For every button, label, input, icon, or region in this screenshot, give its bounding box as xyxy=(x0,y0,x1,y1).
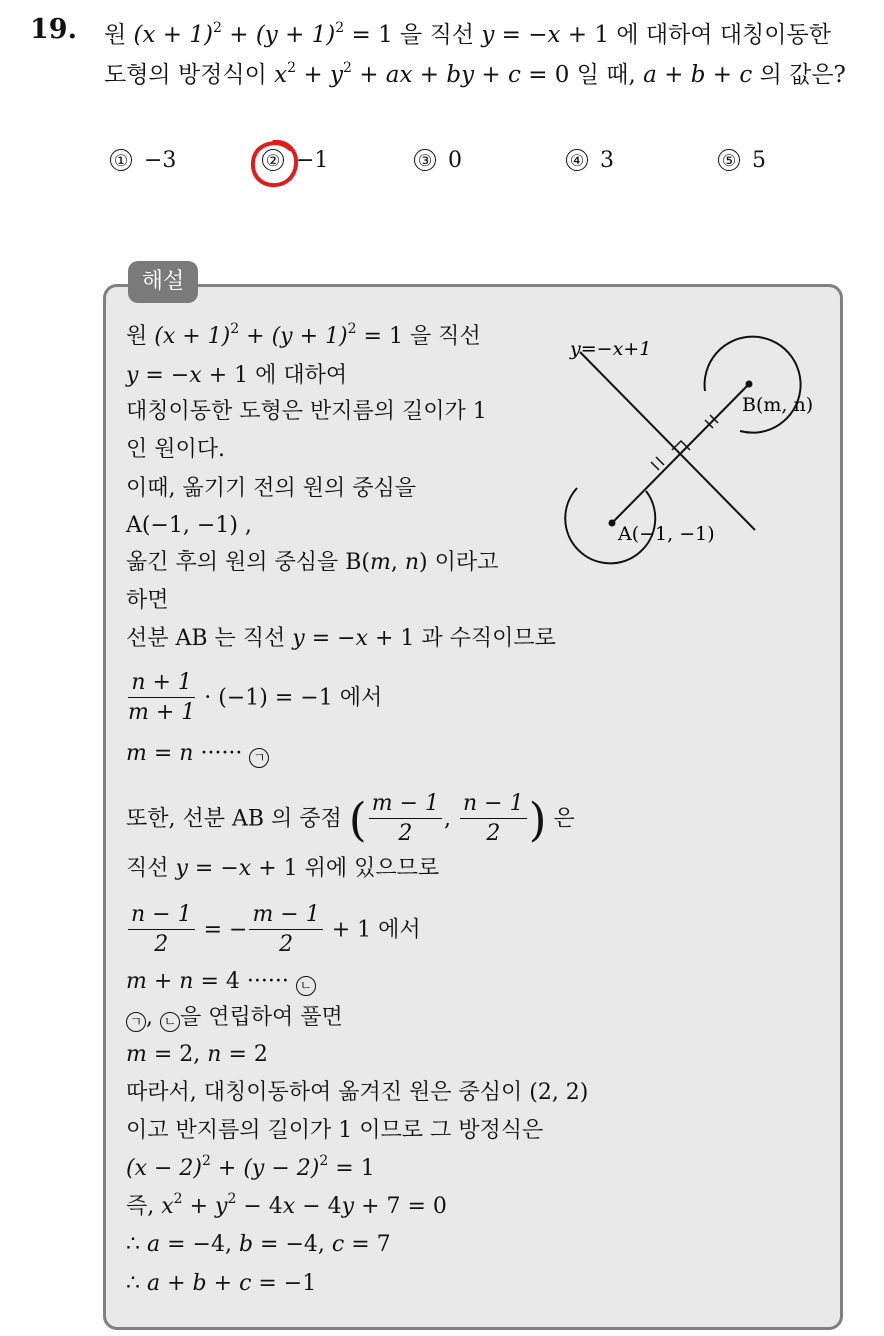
solution-line xyxy=(126,1155,375,1183)
text: = 4 ······ xyxy=(193,969,296,994)
math-text: x xyxy=(547,22,561,48)
text: 옮긴 후의 원의 중심을 B( xyxy=(126,550,370,575)
math-text: ax xyxy=(385,62,413,88)
exponent: 2 xyxy=(230,321,240,337)
solution-line xyxy=(126,1041,268,1069)
math-text: (x + 1) xyxy=(154,324,231,349)
text: + xyxy=(705,62,740,88)
large-parenthesis: ) xyxy=(528,792,547,847)
text: = 2 xyxy=(221,1042,268,1067)
text: 직선 xyxy=(126,856,176,881)
text: = − xyxy=(494,22,548,48)
exponent: 2 xyxy=(173,1191,183,1207)
text: = − xyxy=(187,856,239,881)
text: − 4 xyxy=(295,1194,342,1219)
math-text: (x + 1) xyxy=(133,22,213,48)
text: = 1 을 직선 xyxy=(356,324,481,349)
math-text: y xyxy=(292,626,305,651)
choice-4[interactable] xyxy=(566,148,614,173)
text: = −4, xyxy=(160,1232,239,1257)
text: + 1 에 대하여 xyxy=(201,363,348,388)
math-text: m xyxy=(126,1042,147,1067)
math-text: b xyxy=(192,1271,207,1296)
math-text: (y + 1) xyxy=(255,22,336,48)
choice-2-number: ② xyxy=(262,149,284,171)
point-a-label: A(−1, −1) xyxy=(618,523,715,545)
text: 선분 AB 는 직선 xyxy=(126,626,293,651)
choice-5[interactable] xyxy=(718,148,766,173)
math-text: (x − 2) xyxy=(126,1156,202,1181)
text: 은 xyxy=(546,806,575,832)
text: ∴ xyxy=(126,1232,147,1257)
fraction-denominator: 2 xyxy=(486,821,501,846)
point-b-label: B(m, n) xyxy=(742,394,814,416)
text: + xyxy=(210,1156,244,1181)
text: + xyxy=(474,62,509,88)
choice-1[interactable] xyxy=(110,148,176,173)
question-text-line-1 xyxy=(104,16,831,49)
solution-line xyxy=(126,625,556,653)
math-text: y xyxy=(175,856,188,881)
fraction xyxy=(460,790,527,849)
math-text: x xyxy=(282,1194,296,1219)
point-a xyxy=(609,520,616,527)
text: = 7 xyxy=(344,1232,391,1257)
text: + 1 과 수직이므로 xyxy=(368,626,556,651)
math-text: n xyxy=(179,969,194,994)
solution-line xyxy=(126,669,382,728)
math-text: y xyxy=(126,363,139,388)
circled-label: ㄴ xyxy=(296,976,316,996)
solution-line xyxy=(126,855,439,883)
solution-line xyxy=(126,1193,447,1221)
choice-3-value: 0 xyxy=(448,148,462,173)
text: 원 xyxy=(126,324,155,349)
math-text: c xyxy=(239,1271,252,1296)
math-text: x xyxy=(161,1194,174,1219)
fraction-numerator: m − 1 xyxy=(249,901,322,930)
solution-line xyxy=(126,968,316,996)
exponent: 2 xyxy=(287,60,297,76)
fraction-denominator: 2 xyxy=(279,932,294,957)
choice-3-number: ③ xyxy=(414,149,436,171)
text: 도형의 방정식이 xyxy=(104,62,275,88)
math-text: a xyxy=(643,62,657,88)
text: = − xyxy=(138,363,190,388)
solution-line xyxy=(126,1270,316,1298)
text: = 1 을 직선 xyxy=(344,22,482,48)
solution-line xyxy=(126,1079,588,1107)
math-text: y xyxy=(481,22,495,48)
equal-tick-marks xyxy=(651,415,718,470)
solution-tag: 해설 xyxy=(128,261,198,303)
text: 하면 xyxy=(126,588,169,613)
math-text: y xyxy=(215,1194,228,1219)
text: A(−1, −1) , xyxy=(126,513,252,538)
math-text: a xyxy=(147,1271,161,1296)
exponent: 2 xyxy=(319,1153,329,1169)
math-text: m xyxy=(126,969,147,994)
choice-4-value: 3 xyxy=(600,148,614,173)
choice-3[interactable] xyxy=(414,148,462,173)
solution-line xyxy=(126,587,169,615)
math-text: m xyxy=(370,550,391,575)
math-text: a xyxy=(147,1232,161,1257)
text: + xyxy=(206,1271,240,1296)
text: = 1 xyxy=(328,1156,375,1181)
text: , xyxy=(444,806,459,832)
text: 이때, 옮기기 전의 원의 중심을 xyxy=(126,476,416,501)
fraction-numerator: n − 1 xyxy=(460,790,527,819)
text: 따라서, 대칭이동하여 옮겨진 원은 중심이 (2, 2) xyxy=(126,1080,589,1105)
text: + xyxy=(351,62,386,88)
text: + 1 에 대하여 대칭이동한 xyxy=(560,22,831,48)
line-label: y=−x+1 xyxy=(570,338,652,360)
fraction-denominator: 2 xyxy=(154,932,169,957)
math-text: by xyxy=(446,62,475,88)
text: ∴ xyxy=(126,1271,147,1296)
solution-line xyxy=(126,1231,391,1259)
math-text: n xyxy=(404,550,420,575)
math-text: x xyxy=(355,626,369,651)
math-text: (y + 1) xyxy=(271,324,348,349)
solution-line xyxy=(126,362,347,390)
text: ······ xyxy=(193,741,250,766)
choice-4-number: ④ xyxy=(566,149,588,171)
solution-line xyxy=(126,1117,543,1145)
text: 또한, 선분 AB 의 중점 xyxy=(126,806,349,832)
text: = xyxy=(146,741,180,766)
text: + xyxy=(160,1271,193,1296)
math-text: c xyxy=(508,62,521,88)
solution-line xyxy=(126,398,487,426)
text: ) 이라고 xyxy=(419,550,499,575)
text: + xyxy=(656,62,691,88)
text: + 7 = 0 xyxy=(354,1194,447,1219)
fraction xyxy=(249,901,322,960)
circled-label: ㄱ xyxy=(126,1012,146,1032)
math-text: x xyxy=(238,856,252,881)
large-parenthesis: ( xyxy=(348,792,367,847)
circle-b xyxy=(705,337,801,433)
circled-label: ㄱ xyxy=(249,748,269,768)
fraction-numerator: m − 1 xyxy=(369,790,442,819)
choice-5-value: 5 xyxy=(752,148,766,173)
exponent: 2 xyxy=(202,1153,211,1169)
text: + xyxy=(239,324,272,349)
circled-label: ㄴ xyxy=(160,1012,180,1032)
text: + xyxy=(221,22,256,48)
text: , xyxy=(146,1005,160,1030)
exponent: 2 xyxy=(212,20,222,36)
math-text: b xyxy=(238,1232,254,1257)
solution-line xyxy=(126,475,416,503)
choice-5-number: ⑤ xyxy=(718,149,740,171)
fraction-denominator: 2 xyxy=(398,821,413,846)
fraction xyxy=(128,901,195,960)
text: 원 xyxy=(104,22,134,48)
solution-line xyxy=(126,901,421,960)
text: + xyxy=(296,62,330,88)
text: · (−1) = −1 에서 xyxy=(197,685,383,711)
text: + xyxy=(412,62,447,88)
text: − 4 xyxy=(236,1194,283,1219)
text: 을 연립하여 풀면 xyxy=(180,1005,343,1030)
solution-line xyxy=(126,790,575,849)
fraction-numerator: n − 1 xyxy=(128,901,195,930)
text: , xyxy=(390,550,405,575)
fraction xyxy=(369,790,442,849)
point-b xyxy=(746,381,753,388)
solution-line xyxy=(126,436,225,464)
text: + xyxy=(146,969,180,994)
math-text: n xyxy=(207,1042,222,1067)
text: 의 값은? xyxy=(752,62,846,88)
text: 즉, xyxy=(126,1194,162,1219)
fraction-numerator: n + 1 xyxy=(128,669,195,698)
line-y-equals-neg-x-plus-1 xyxy=(580,352,755,530)
solution-line xyxy=(126,512,252,540)
solution-line xyxy=(126,1004,343,1032)
math-text: n xyxy=(179,741,194,766)
choice-1-value: −3 xyxy=(144,148,177,173)
text: 이고 반지름의 길이가 1 이므로 그 방정식은 xyxy=(126,1118,544,1143)
question-number: 19. xyxy=(30,14,77,45)
fraction xyxy=(128,669,195,728)
exponent: 2 xyxy=(227,1191,237,1207)
exponent: 2 xyxy=(335,20,345,36)
math-text: b xyxy=(690,62,706,88)
text: = −4, xyxy=(253,1232,332,1257)
text: 인 원이다. xyxy=(126,437,225,462)
text: = 2, xyxy=(146,1042,208,1067)
math-text: (y − 2) xyxy=(243,1156,320,1181)
exponent: 2 xyxy=(342,60,352,76)
text: + xyxy=(182,1194,216,1219)
question-text-line-2 xyxy=(104,56,846,89)
math-text: y xyxy=(329,62,343,88)
text: = −1 xyxy=(251,1271,317,1296)
text: + 1 에서 xyxy=(324,917,421,943)
math-text: c xyxy=(331,1232,345,1257)
text: = 0 일 때, xyxy=(520,62,644,88)
text: = − xyxy=(304,626,356,651)
math-text: x xyxy=(189,363,202,388)
solution-line xyxy=(126,323,481,351)
symmetry-figure xyxy=(560,322,830,582)
solution-line xyxy=(126,549,498,577)
choice-2-value: −1 xyxy=(296,148,329,173)
solution-line xyxy=(126,740,269,768)
answer-mark-circle xyxy=(247,136,301,190)
math-text: x xyxy=(274,62,288,88)
text: 대칭이동한 도형은 반지름의 길이가 1 xyxy=(126,399,487,424)
math-text: c xyxy=(739,62,753,88)
text: = − xyxy=(196,917,248,943)
fraction-denominator: m + 1 xyxy=(128,700,196,725)
text: + 1 위에 있으므로 xyxy=(251,856,440,881)
choice-1-number: ① xyxy=(110,149,132,171)
math-text: y xyxy=(341,1194,355,1219)
exponent: 2 xyxy=(347,321,357,337)
math-text: m xyxy=(126,741,147,766)
